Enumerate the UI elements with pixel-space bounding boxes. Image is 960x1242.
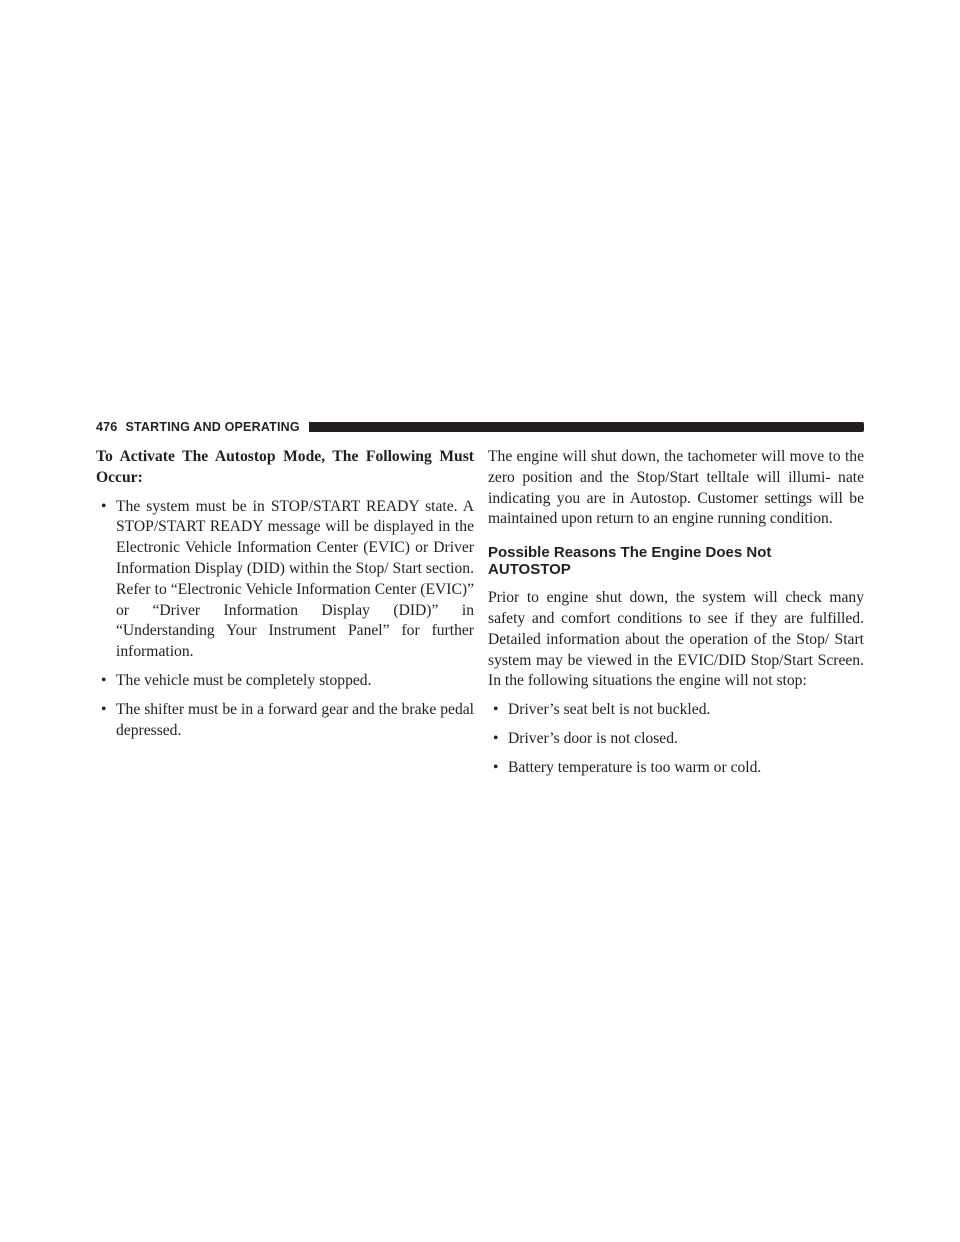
no-autostop-body: Prior to engine shut down, the system will check many safety and comfort conditions to see if they are fulfilled. Detailed information about the operation of the Stop/ Start system may be viewed in the EVIC/DID Stop/Start Screen. In the following situations the engine will not stop: — [488, 589, 864, 690]
list-item-text: The system must be in STOP/START READY state. A STOP/START READY message will be displayed in the Electronic Vehicle Information Center (EVIC) or Driver Information Display (DID) within the Stop/ Start section. Refer to “Electronic Vehicle Information Center (EVIC)” or “Driver Information Display (DID)” in “Understanding Your Instrument Panel” for further information. — [116, 497, 474, 661]
no-autostop-conditions-list — [488, 700, 864, 778]
list-item-text: Battery temperature is too warm or cold. — [508, 758, 762, 776]
bullet-icon: • — [101, 700, 107, 718]
list-item-text: The vehicle must be completely stopped. — [116, 671, 372, 689]
list-item-text: The shifter must be in a forward gear and the brake pedal depressed. — [116, 700, 474, 739]
bullet-icon: • — [493, 701, 499, 719]
bullet-icon: • — [101, 497, 107, 515]
left-column — [96, 447, 474, 749]
list-item-text: Driver’s door is not closed. — [508, 729, 678, 747]
no-autostop-heading-line1: Possible Reasons The Engine Does Not — [488, 544, 772, 562]
autostop-activation-heading: To Activate The Autostop Mode, The Following Must Occur: — [96, 448, 474, 486]
list-item — [96, 497, 474, 663]
page-number: 476 — [96, 420, 118, 434]
list-item-text: Driver’s seat belt is not buckled. — [508, 701, 711, 719]
section-title: STARTING AND OPERATING — [125, 420, 300, 434]
list-item — [488, 700, 864, 721]
list-item — [488, 758, 864, 779]
bullet-icon: • — [493, 758, 499, 776]
autostop-intro-paragraph: The engine will shut down, the tachometer will move to the zero position and the Stop/Start telltale will illumi- nate indicating you are in Autostop. Customer settings will be maintained upon return to an engine running condition. — [488, 448, 864, 528]
list-item — [488, 729, 864, 750]
right-column — [488, 447, 864, 787]
running-header — [96, 420, 864, 434]
bullet-icon: • — [101, 671, 107, 689]
bullet-icon: • — [493, 729, 499, 747]
no-autostop-heading-line2: AUTOSTOP — [488, 561, 571, 579]
activation-conditions-list — [96, 497, 474, 742]
header-rule — [309, 422, 864, 432]
list-item — [96, 700, 474, 742]
list-item — [96, 671, 474, 692]
no-autostop-heading — [488, 544, 864, 578]
